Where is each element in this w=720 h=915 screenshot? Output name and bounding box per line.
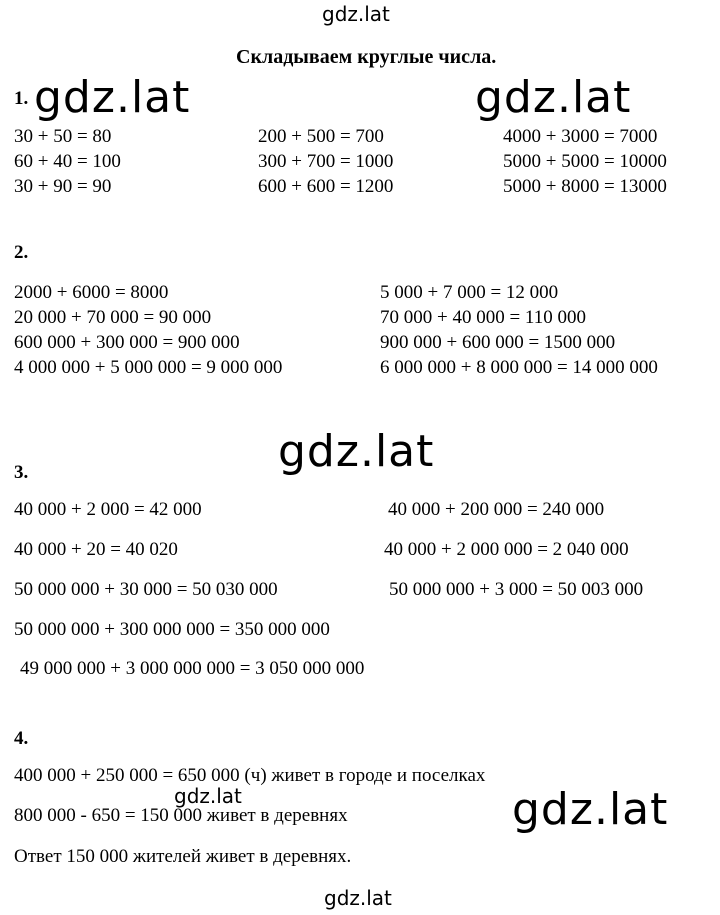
equation: 6 000 000 + 8 000 000 = 14 000 000: [380, 357, 658, 378]
task-number: 3.: [14, 462, 29, 483]
task-number: 4.: [14, 728, 29, 749]
watermark-big: gdz.lat: [34, 72, 191, 123]
answer-line: Ответ 150 000 жителей живет в деревнях.: [14, 846, 352, 867]
task1-col1: [14, 124, 121, 199]
watermark-bottom: gdz.lat: [324, 886, 392, 910]
equation: 5000 + 5000 = 10000: [503, 151, 667, 172]
equation: 2000 + 6000 = 8000: [14, 282, 169, 303]
watermark-big: gdz.lat: [278, 426, 435, 477]
task2-col1: [14, 280, 282, 380]
page-title: Складываем круглые числа.: [236, 46, 497, 68]
equation: 40 000 + 200 000 = 240 000: [388, 499, 605, 520]
watermark-small: gdz.lat: [174, 784, 242, 808]
watermark-big: gdz.lat: [512, 784, 669, 835]
watermark-top: gdz.lat: [322, 2, 390, 26]
equation: 5 000 + 7 000 = 12 000: [380, 282, 559, 303]
equation: 60 + 40 = 100: [14, 151, 121, 172]
equation: 40 000 + 2 000 = 42 000: [14, 499, 202, 520]
task1-col2: [258, 124, 393, 199]
equation: 30 + 50 = 80: [14, 126, 112, 147]
watermark-big: gdz.lat: [475, 72, 632, 123]
task2-col2: [380, 280, 658, 380]
task1-col3: [503, 124, 667, 199]
equation: 40 000 + 2 000 000 = 2 040 000: [384, 539, 629, 560]
equation: 49 000 000 + 3 000 000 000 = 3 050 000 000: [20, 658, 365, 679]
solution-line: 800 000 - 650 = 150 000 живет в деревнях: [14, 805, 348, 826]
equation: 200 + 500 = 700: [258, 126, 384, 147]
equation: 600 + 600 = 1200: [258, 176, 394, 197]
equation: 4000 + 3000 = 7000: [503, 126, 658, 147]
equation: 600 000 + 300 000 = 900 000: [14, 332, 240, 353]
equation: 5000 + 8000 = 13000: [503, 176, 667, 197]
equation: 300 + 700 = 1000: [258, 151, 394, 172]
equation: 20 000 + 70 000 = 90 000: [14, 307, 212, 328]
equation: 40 000 + 20 = 40 020: [14, 539, 178, 560]
equation: 50 000 000 + 30 000 = 50 030 000: [14, 579, 278, 600]
task-number: 1.: [14, 88, 29, 109]
equation: 70 000 + 40 000 = 110 000: [380, 307, 586, 328]
task-number: 2.: [14, 242, 29, 263]
solution-line: 400 000 + 250 000 = 650 000 (ч) живет в городе и поселках: [14, 765, 486, 786]
equation: 30 + 90 = 90: [14, 176, 112, 197]
equation: 900 000 + 600 000 = 1500 000: [380, 332, 616, 353]
equation: 50 000 000 + 300 000 000 = 350 000 000: [14, 619, 330, 640]
equation: 4 000 000 + 5 000 000 = 9 000 000: [14, 357, 283, 378]
equation: 50 000 000 + 3 000 = 50 003 000: [389, 579, 644, 600]
